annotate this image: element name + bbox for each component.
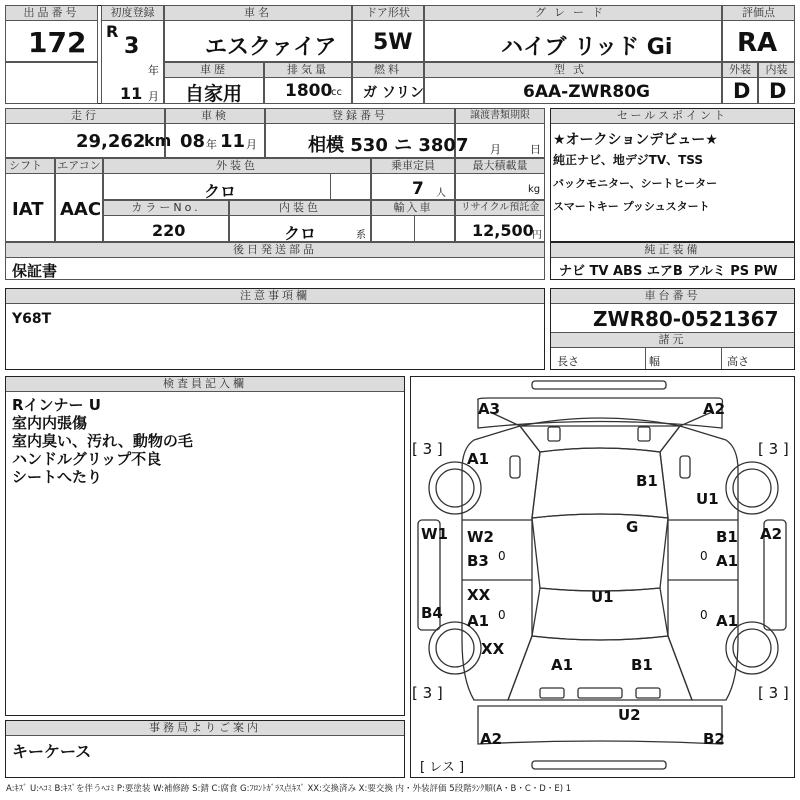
sales-line-2: 純正ナビ、地デジTV、TSS	[553, 153, 704, 167]
door-label: ドア形状	[353, 6, 423, 21]
zero-mark-4: 0	[700, 608, 708, 622]
mileage-unit: km	[144, 131, 172, 150]
int-score-value: D	[769, 79, 787, 103]
shipping-label: 後日発送部品	[6, 243, 544, 258]
ext-color-value: クロ	[204, 182, 237, 201]
taillamp-right	[636, 688, 660, 698]
mirror-left	[510, 456, 520, 478]
sales-line-3: バックモニター、シートヒーター	[553, 177, 718, 190]
lot-label: 出品番号	[6, 6, 97, 21]
notes-label: 注意事項欄	[6, 289, 544, 304]
inspection-month-unit: 月	[246, 138, 257, 151]
mileage-label: 走行	[6, 109, 164, 124]
transfer-month-unit: 月	[490, 143, 501, 156]
plate-recess	[578, 688, 622, 698]
rear-panel-bottom	[478, 706, 722, 744]
mark-xx-left-rear-door: XX	[467, 586, 491, 604]
mark-a2-right-skirt: A2	[760, 525, 783, 543]
score-value: RA	[737, 28, 778, 58]
max-load-unit: kg	[528, 184, 541, 195]
mark-b3-left-door: B3	[467, 552, 489, 570]
transfer-day-unit: 日	[530, 143, 541, 156]
specs-width: 幅	[649, 355, 660, 368]
first-reg-month: 11	[120, 84, 143, 103]
mark-a1-rear-deck: A1	[551, 656, 574, 674]
history-value: 自家用	[185, 83, 243, 105]
transfer-label: 譲渡書類期限	[456, 109, 544, 124]
model-code-label: 型式	[425, 63, 721, 78]
history-label: 車歴	[165, 63, 263, 78]
mark-bracket-rear-right: [ 3 ]	[758, 684, 789, 702]
ext-color-label: 外装色	[104, 159, 370, 174]
color-no-value: 220	[152, 221, 186, 240]
ext-score-value: D	[733, 79, 751, 103]
mark-g-windshield: G	[626, 518, 639, 536]
wheel-front-left-outer	[429, 462, 481, 514]
fuel-value: ガ ソリン	[363, 85, 424, 101]
front-bumper-top	[532, 381, 666, 389]
mark-bracket-rear-left: [ 3 ]	[412, 684, 443, 702]
mark-a1-left-rear-door: A1	[467, 612, 490, 630]
wheel-front-right-outer	[726, 462, 778, 514]
inspection-year-unit: 年	[206, 138, 217, 151]
mark-less-rear: [ レス ]	[420, 760, 465, 775]
first-reg-month-unit: 月	[148, 90, 159, 103]
displacement-label: 排気量	[265, 63, 351, 78]
first-reg-year-unit: 年	[148, 64, 159, 77]
inspection-month: 11	[220, 131, 246, 152]
car-name-label: 車名	[165, 6, 351, 21]
specs-label: 諸元	[551, 332, 794, 348]
mark-a1-right-door: A1	[716, 552, 739, 570]
mark-a2-front-right: A2	[703, 400, 726, 418]
mark-u1-right-fender: U1	[696, 490, 719, 508]
capacity-value: 7	[412, 179, 424, 199]
sales-line-4: スマートキー プッシュスタート	[553, 200, 710, 213]
mark-b1-rear-deck: B1	[631, 656, 653, 674]
mark-w1-left-skirt: W1	[421, 525, 448, 543]
headlamp-right	[638, 427, 650, 441]
specs-length: 長さ	[557, 355, 579, 368]
recycle-unit: 円	[532, 230, 542, 241]
mark-w2-left-door: W2	[467, 528, 494, 546]
inspection-label: 車検	[166, 109, 264, 124]
mark-b1-right-door: B1	[716, 528, 738, 546]
recycle-value: 12,500	[472, 221, 534, 240]
inspection-year: 08	[180, 131, 206, 152]
mark-u2-rear-panel: U2	[618, 706, 641, 724]
inspector-line-2: 室内内張傷	[12, 414, 88, 432]
first-reg-era: R	[106, 22, 119, 41]
first-reg-label: 初度登録	[102, 6, 163, 21]
taillamp-left	[540, 688, 564, 698]
inspector-line-4: ハンドルグリップ不良	[12, 450, 162, 468]
shipping-value: 保証書	[12, 262, 58, 280]
first-reg-year: 3	[124, 34, 140, 59]
mirror-right	[680, 456, 690, 478]
import-label: 輸入車	[372, 201, 454, 216]
sales-line-1: ★オークションデビュー★	[553, 132, 718, 148]
mark-u1-roof: U1	[591, 588, 614, 606]
rear-bumper-bottom	[532, 761, 666, 769]
office-label: 事務局よりご案内	[6, 721, 404, 736]
ac-value: AAC	[60, 199, 102, 220]
grade-label: グレード	[425, 6, 721, 21]
inspector-line-1: Rインナー U	[12, 396, 101, 414]
car-name-value: エスクァイア	[205, 35, 337, 60]
inspector-line-3: 室内臭い、汚れ、動物の毛	[12, 432, 193, 450]
mark-bracket-front-left: [ 3 ]	[412, 440, 443, 458]
door-value: 5W	[373, 30, 413, 55]
headlamp-left	[548, 427, 560, 441]
chassis-value: ZWR80-0521367	[593, 307, 779, 331]
equipment-value: ナビ TV ABS エアB アルミ PS PW	[559, 264, 778, 279]
capacity-unit: 人	[436, 188, 446, 199]
wheel-rear-left-inner	[436, 629, 474, 667]
max-load-label: 最大積載量	[456, 159, 544, 174]
plate-label: 登録番号	[266, 109, 454, 124]
displacement-value: 1800	[285, 81, 333, 101]
inspector-line-5: シートへたり	[12, 468, 103, 486]
ac-label: エアコン	[57, 159, 101, 172]
mark-b2-rear-right: B2	[703, 730, 725, 748]
sales-point-label: セールスポイント	[551, 109, 794, 124]
roof	[532, 514, 668, 591]
grade-value: ハイブ リッド Gi	[501, 35, 673, 60]
fuel-label: 燃料	[353, 63, 423, 78]
int-color-value: クロ	[284, 224, 317, 243]
mark-a2-rear-left: A2	[480, 730, 503, 748]
color-no-label: カラーNo.	[104, 201, 228, 216]
zero-mark-2: 0	[700, 549, 708, 563]
int-color-label: 内装色	[230, 201, 370, 216]
model-code-value: 6AA-ZWR80G	[523, 82, 650, 102]
chassis-label: 車台番号	[551, 289, 794, 304]
wheel-front-left-inner	[436, 469, 474, 507]
equipment-label: 純正装備	[551, 243, 794, 258]
score-label: 評価点	[723, 6, 794, 21]
shift-label: シフト	[6, 159, 54, 174]
plate-value: 相模 530 ニ 3807	[308, 135, 469, 156]
lot-number: 172	[28, 26, 87, 59]
capacity-label: 乗車定員	[372, 159, 454, 174]
int-color-unit: 系	[356, 230, 366, 241]
notes-value: Y68T	[12, 311, 52, 327]
wheel-front-right-inner	[733, 469, 771, 507]
damage-legend: A:ｷｽﾞ U:ﾍｺﾐ B:ｷｽﾞを伴うﾍｺﾐ P:要塗装 W:補修跡 S:錆 C:腐食 G:ﾌﾛﾝﾄｶﾞﾗｽ点ｷｽﾞ XX:交換済み X:要交換 内・外装評価 5段階ﾗﾝｸ順(A・B・C・D・E) 1	[6, 784, 572, 794]
mark-b1-hood: B1	[636, 472, 658, 490]
mark-a1-left-fender: A1	[467, 450, 490, 468]
shift-value: IAT	[12, 199, 44, 220]
recycle-label: リサイクル預託金	[456, 201, 544, 216]
ext-score-label: 外装	[723, 63, 757, 78]
mark-a3-front-left: A3	[478, 400, 501, 418]
mark-b4-left-skirt: B4	[421, 604, 443, 622]
mark-bracket-front-right: [ 3 ]	[758, 440, 789, 458]
displacement-unit: cc	[331, 87, 342, 98]
office-value: キーケース	[12, 742, 92, 761]
zero-mark-3: 0	[498, 608, 506, 622]
mark-a1-right-rear-door: A1	[716, 612, 739, 630]
int-score-label: 内装	[759, 63, 794, 78]
inspector-label: 検査員記入欄	[6, 377, 404, 392]
zero-mark-1: 0	[498, 549, 506, 563]
mark-xx-left-quarter: XX	[481, 640, 505, 658]
specs-height: 高さ	[727, 355, 749, 368]
wheel-rear-right-inner	[733, 629, 771, 667]
rear-deck	[508, 636, 692, 700]
mileage-value: 29,262	[76, 131, 146, 152]
